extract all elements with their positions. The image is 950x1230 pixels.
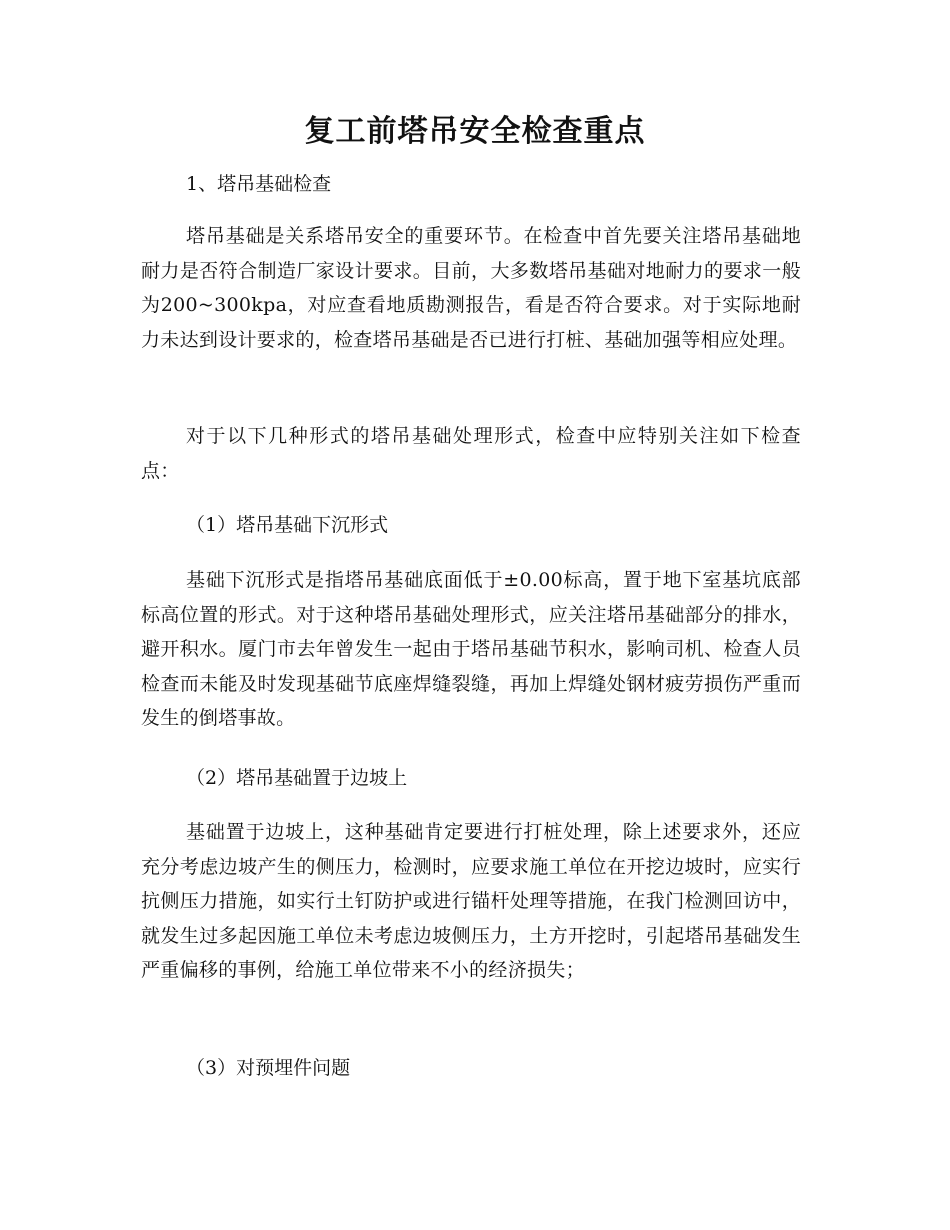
item-heading-sunken-foundation: （1）塔吊基础下沉形式 — [186, 514, 389, 536]
paragraph-sunken-foundation: 基础下沉形式是指塔吊基础底面低于±0.00标高，置于地下室基坑底部标高位置的形式。对于这种塔吊基础处理形式，应关注塔吊基础部分的排水，避开积水。厦门市去年曾发生一起由于塔吊基础节积水，影响司机、检查人员检查而未能及时发现基础节底座焊缝裂缝，再加上焊缝处钢材疲劳损伤严重而发生的倒塔事故。 — [141, 569, 801, 729]
paragraph-foundation-bearing: 塔吊基础是关系塔吊安全的重要环节。在检查中首先要关注塔吊基础地耐力是否符合制造厂家设计要求。目前，大多数塔吊基础对地耐力的要求一般为200~300kpa，对应查看地质勘测报告，看是否符合要求。对于实际地耐力未达到设计要求的，检查塔吊基础是否已进行打桩、基础加强等相应处理。 — [141, 225, 801, 351]
section-heading-foundation: 1、塔吊基础检查 — [186, 173, 332, 195]
paragraph-slope-foundation: 基础置于边坡上，这种基础肯定要进行打桩处理，除上述要求外，还应充分考虑边坡产生的侧压力，检测时，应要求施工单位在开挖边坡时，应实行抗侧压力措施，如实行土钉防护或进行锚杆处理等措施，在我门检测回访中，就发生过多起因施工单位未考虑边坡侧压力，土方开挖时，引起塔吊基础发生严重偏移的事例，给施工单位带来不小的经济损失； — [141, 821, 801, 981]
item-heading-slope-foundation: （2）塔吊基础置于边坡上 — [186, 767, 408, 789]
item-heading-embedded-parts: （3）对预埋件问题 — [186, 1057, 351, 1079]
document-title: 复工前塔吊安全检查重点 — [304, 114, 646, 149]
paragraph-special-forms: 对于以下几种形式的塔吊基础处理形式，检查中应特别关注如下检查点： — [141, 425, 801, 482]
